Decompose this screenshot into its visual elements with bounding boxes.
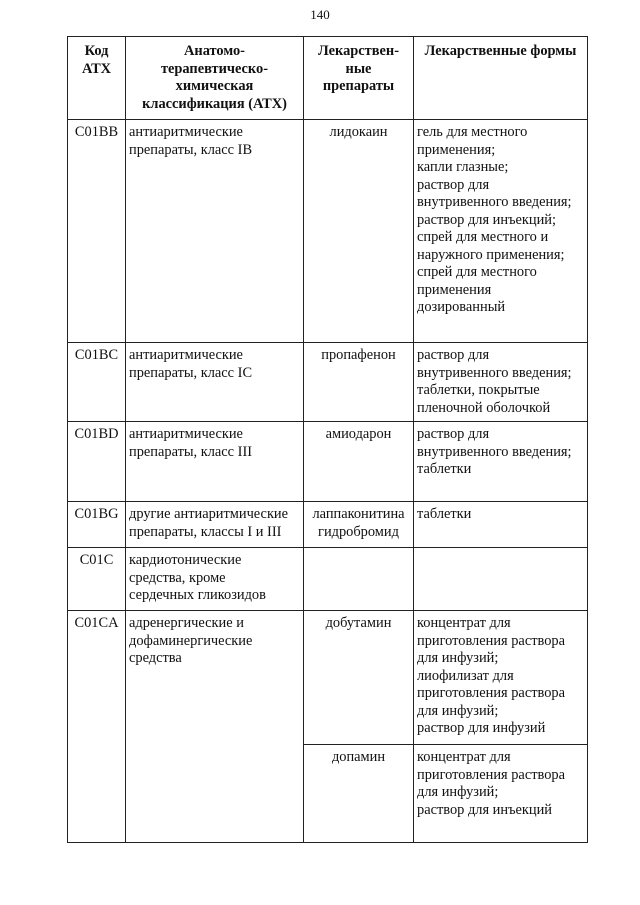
atx-code-cell: C01BB bbox=[68, 120, 126, 343]
cell-line: средства bbox=[129, 650, 182, 666]
header-line: Анатомо- bbox=[184, 43, 245, 59]
cell-line: препараты, классы I и III bbox=[129, 523, 282, 540]
cell-line: антиаритмические bbox=[129, 426, 243, 442]
drug-cell bbox=[304, 548, 414, 611]
cell-line: внутривенного введения; bbox=[417, 364, 572, 381]
cell-line: раствор для bbox=[417, 347, 490, 363]
cell-line: раствор для bbox=[417, 426, 490, 442]
drug-cell bbox=[304, 343, 414, 422]
cell-line: лиофилизат для bbox=[417, 667, 514, 684]
forms-cell bbox=[414, 611, 588, 745]
classification-cell bbox=[126, 611, 304, 843]
forms-cell bbox=[414, 502, 588, 548]
header-line: терапевтическо- bbox=[160, 60, 269, 77]
header-line: классификация (АТХ) bbox=[142, 95, 287, 112]
cell-line: таблетки bbox=[417, 506, 472, 522]
table-row bbox=[68, 548, 588, 611]
cell-line: концентрат для bbox=[417, 615, 511, 631]
forms-cell bbox=[414, 745, 588, 843]
table-row bbox=[68, 502, 588, 548]
cell-line: приготовления раствора bbox=[417, 685, 565, 701]
cell-line: гидробромид bbox=[318, 523, 399, 540]
cell-line: препараты, класс IB bbox=[129, 141, 253, 158]
header-row bbox=[68, 37, 588, 120]
cell-line: пленочной оболочкой bbox=[417, 399, 551, 416]
atx-code-cell: C01CA bbox=[68, 611, 126, 843]
header-forms bbox=[414, 37, 588, 120]
cell-line: пропафенон bbox=[321, 347, 396, 363]
forms-cell bbox=[414, 343, 588, 422]
classification-cell bbox=[126, 548, 304, 611]
cell-line: добутамин bbox=[325, 615, 392, 631]
classification-cell bbox=[126, 502, 304, 548]
cell-line: другие антиаритмические bbox=[129, 506, 289, 522]
cell-line: лидокаин bbox=[329, 124, 388, 140]
table-row bbox=[68, 343, 588, 422]
drug-cell bbox=[304, 745, 414, 843]
atx-code-cell: C01BC bbox=[68, 343, 126, 422]
header-line: Лекарствен- bbox=[318, 43, 399, 59]
forms-cell bbox=[414, 422, 588, 502]
cell-line: таблетки bbox=[417, 461, 472, 477]
cell-line: гель для местного bbox=[417, 124, 528, 140]
drug-cell bbox=[304, 422, 414, 502]
header-line: Код bbox=[84, 43, 109, 59]
table-row bbox=[68, 120, 588, 343]
cell-line: антиаритмические bbox=[129, 347, 243, 363]
page-number: 140 bbox=[310, 7, 330, 22]
cell-line: сердечных гликозидов bbox=[129, 587, 266, 603]
table-body bbox=[68, 120, 588, 843]
header-line: препараты bbox=[322, 78, 395, 94]
cell-line: для инфузий; bbox=[417, 650, 499, 666]
cell-line: приготовления раствора bbox=[417, 632, 565, 649]
cell-line: адренергические и bbox=[129, 615, 244, 631]
atx-code-cell: C01BG bbox=[68, 502, 126, 548]
cell-line: спрей для местного и bbox=[417, 229, 549, 245]
cell-line: раствор для инъекций; bbox=[417, 211, 556, 228]
cell-line: допамин bbox=[331, 749, 386, 765]
cell-line: внутривенного введения; bbox=[417, 443, 572, 460]
cell-line: наружного применения; bbox=[417, 246, 565, 263]
cell-line: применения; bbox=[417, 141, 496, 158]
header-code bbox=[68, 37, 126, 120]
drug-cell bbox=[304, 611, 414, 745]
atx-table bbox=[67, 36, 588, 843]
cell-line: спрей для местного bbox=[417, 264, 537, 280]
cell-line: применения bbox=[417, 281, 492, 298]
forms-cell bbox=[414, 120, 588, 343]
cell-line: средства, кроме bbox=[129, 569, 226, 586]
header-classification bbox=[126, 37, 304, 120]
forms-cell bbox=[414, 548, 588, 611]
cell-line: препараты, класс III bbox=[129, 443, 253, 460]
classification-cell bbox=[126, 343, 304, 422]
cell-line: раствор для bbox=[417, 176, 490, 193]
drug-cell bbox=[304, 502, 414, 548]
classification-cell bbox=[126, 422, 304, 502]
cell-line: раствор для инъекций bbox=[417, 801, 552, 818]
cell-line: раствор для инфузий bbox=[417, 720, 546, 736]
drug-cell bbox=[304, 120, 414, 343]
cell-line: приготовления раствора bbox=[417, 766, 565, 783]
cell-line: кардиотонические bbox=[129, 552, 242, 568]
cell-line: препараты, класс IC bbox=[129, 364, 253, 381]
cell-line: внутривенного введения; bbox=[417, 194, 572, 210]
header-line: Лекарственные формы bbox=[424, 43, 577, 59]
table-row bbox=[68, 611, 588, 745]
header-line: химическая bbox=[175, 78, 254, 94]
cell-line: для инфузий; bbox=[417, 702, 499, 719]
cell-line: капли глазные; bbox=[417, 159, 509, 175]
cell-line: таблетки, покрытые bbox=[417, 382, 540, 398]
atx-code-cell: C01BD bbox=[68, 422, 126, 502]
header-drugs bbox=[304, 37, 414, 120]
classification-cell bbox=[126, 120, 304, 343]
cell-line: дофаминергические bbox=[129, 632, 253, 649]
cell-line: антиаритмические bbox=[129, 124, 243, 140]
header-line: АТХ bbox=[81, 60, 112, 77]
cell-line: амиодарон bbox=[325, 426, 392, 442]
table-row bbox=[68, 422, 588, 502]
cell-line: дозированный bbox=[417, 299, 506, 315]
cell-line: для инфузий; bbox=[417, 784, 499, 800]
cell-line: лаппаконитина bbox=[312, 506, 405, 522]
atx-code-cell: C01C bbox=[68, 548, 126, 611]
cell-line: концентрат для bbox=[417, 749, 511, 765]
header-line: ные bbox=[345, 60, 372, 77]
